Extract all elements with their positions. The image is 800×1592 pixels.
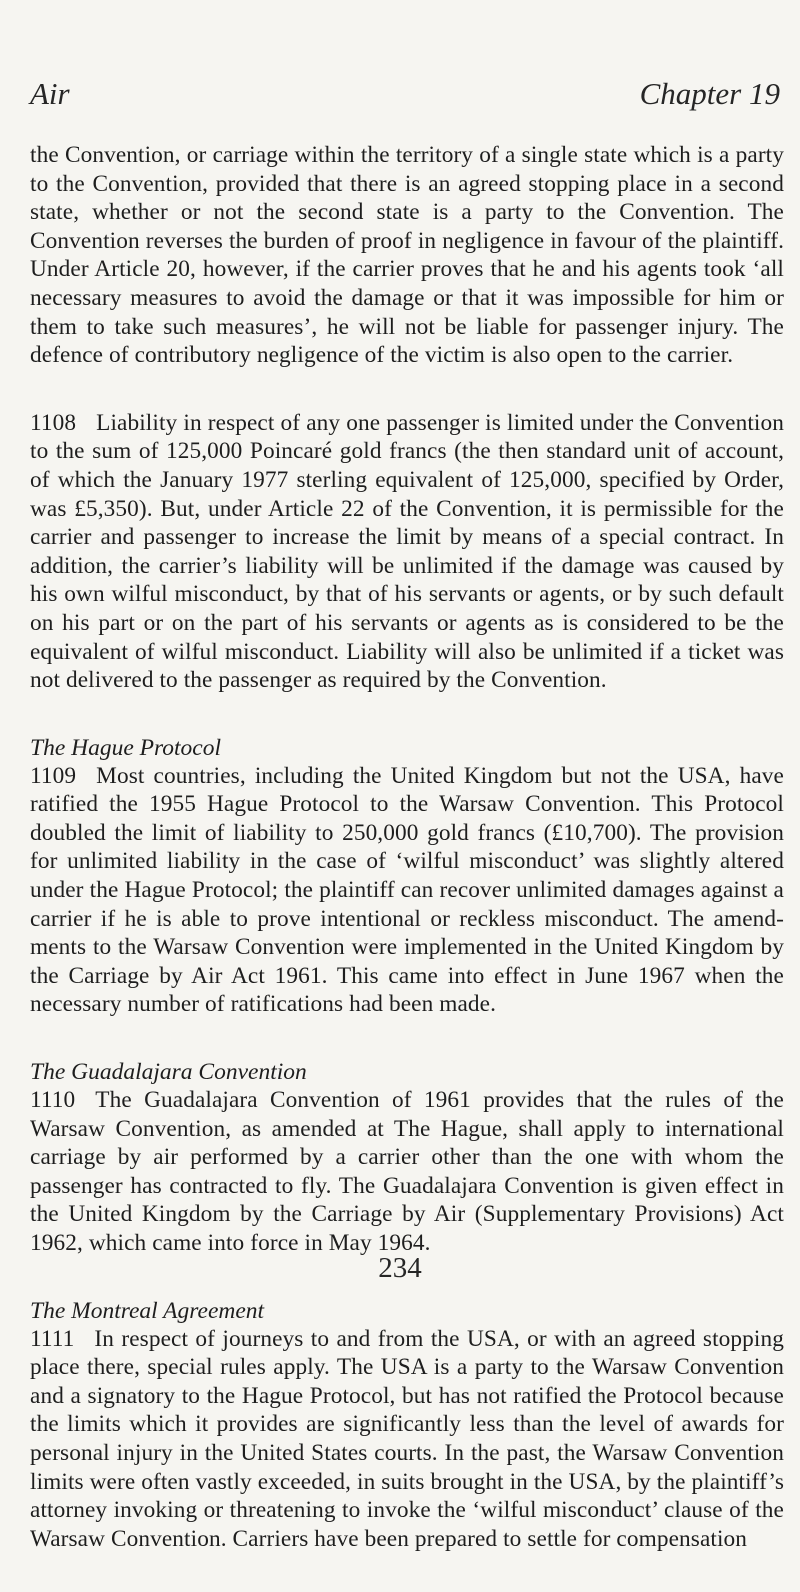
- paragraph-number: 1110: [30, 1087, 76, 1114]
- section-heading: The Montreal Agreement: [30, 1297, 265, 1324]
- paragraph-text: In respect of journeys to and from the USA, or with an agreed stopping place there, special rules apply. The USA is a party to the Warsaw Convention and a signatory to the Hague Protocol, but has not ratified the Protocol because the limits which it provides are significantly less than the level of awards for personal injury in the United States courts. In the past, the Warsaw Convention limits were often vastly exceeded, in suits brought in the USA, by the plaintiff’s attorney invoking or threatening to invoke the ‘wilful misconduct’ clause of the Warsaw Convention. Carriers have been prepared to settle for compensation: [30, 1325, 784, 1552]
- paragraph-number: 1108: [30, 409, 77, 436]
- running-head: [30, 78, 780, 109]
- body-text: [30, 141, 784, 1592]
- paragraph-1109: [30, 762, 784, 1019]
- page-number: 234: [378, 1252, 422, 1284]
- section-guadalajara-convention: [30, 1058, 784, 1258]
- paragraph-text: The Guadalajara Convention of 1961 provides that the rules of the Warsaw Convention, as amended at The Hague, shall apply to international carriage by air performed by a carrier other than the one with whom the passenger has contracted to fly. The Guadalajara Convention is given effect in the United Kingdom by the Carriage by Air (Supplementary Provisions) Act 1962, which came into force in May 1964.: [30, 1087, 784, 1256]
- section-continuation: [30, 141, 784, 370]
- paragraph-number: 1111: [30, 1325, 75, 1352]
- paragraph-continuation: [30, 141, 784, 370]
- section-hague-protocol: [30, 734, 784, 1019]
- paragraph-number: 1109: [30, 762, 77, 789]
- section-heading: The Hague Protocol: [30, 734, 222, 761]
- running-head-left: Air: [30, 76, 70, 111]
- paragraph-text: the Convention, or carriage within the territory of a single state which is a party to the Convention, provided that there is an agreed stopping place in a second state, whether or not the second state is a party to the Convention. The Convention reverses the burden of proof in negligence in favour of the plaintiff. Under Article 20, however, if the carrier proves that he and his agents took ‘all necessary measures to avoid the damage or that it was impossible for him or them to take such measures’, he will not be liable for passenger injury. The defence of contributory negligence of the victim is also open to the carrier.: [30, 142, 784, 369]
- running-head-right: Chapter 19: [639, 76, 780, 111]
- paragraph-text: Most countries, including the United Kingdom but not the USA, have ratified the 1955 Hague Protocol to the Warsaw Convention. This Protocol doubled the limit of liability to 250,000 gold francs (£10,700). The provision for unlimited liability in the case of ‘wilful misconduct’ was slightly altered under the Hague Protocol; the plaintiff can recover unlimited damages against a carrier if he is able to prove intentional or reckless misconduct. The amend-ments to the Warsaw Convention were implemented in the United Kingdom by the Carriage by Air Act 1961. This came into effect in June 1967 when the necessary number of ratifications had been made.: [30, 762, 784, 1018]
- section-heading: The Guadalajara Convention: [30, 1059, 307, 1086]
- paragraph-1111: [30, 1325, 784, 1554]
- paragraph-1110: [30, 1086, 784, 1258]
- section-1108: [30, 409, 784, 695]
- section-montreal-agreement: [30, 1297, 784, 1554]
- paragraph-1108: [30, 409, 784, 695]
- paragraph-text: Liability in respect of any one passenger is limited under the Convention to the sum of 125,000 Poincaré gold francs (the then standard unit of account, of which the January 1977 sterling equivalent of 125,000, specified by Order, was £5,350). But, under Article 22 of the Convention, it is permissible for the carrier and passenger to increase the limit by means of a special contract. In addition, the carrier’s liability will be unlimited if the damage was caused by his own wilful misconduct, by that of his servants or agents, or by such default on his part or on the part of his servants or agents as is considered to be the equivalent of wilful misconduct. Liability will also be unlimited if a ticket was not delivered to the passenger as required by the Convention.: [30, 409, 784, 694]
